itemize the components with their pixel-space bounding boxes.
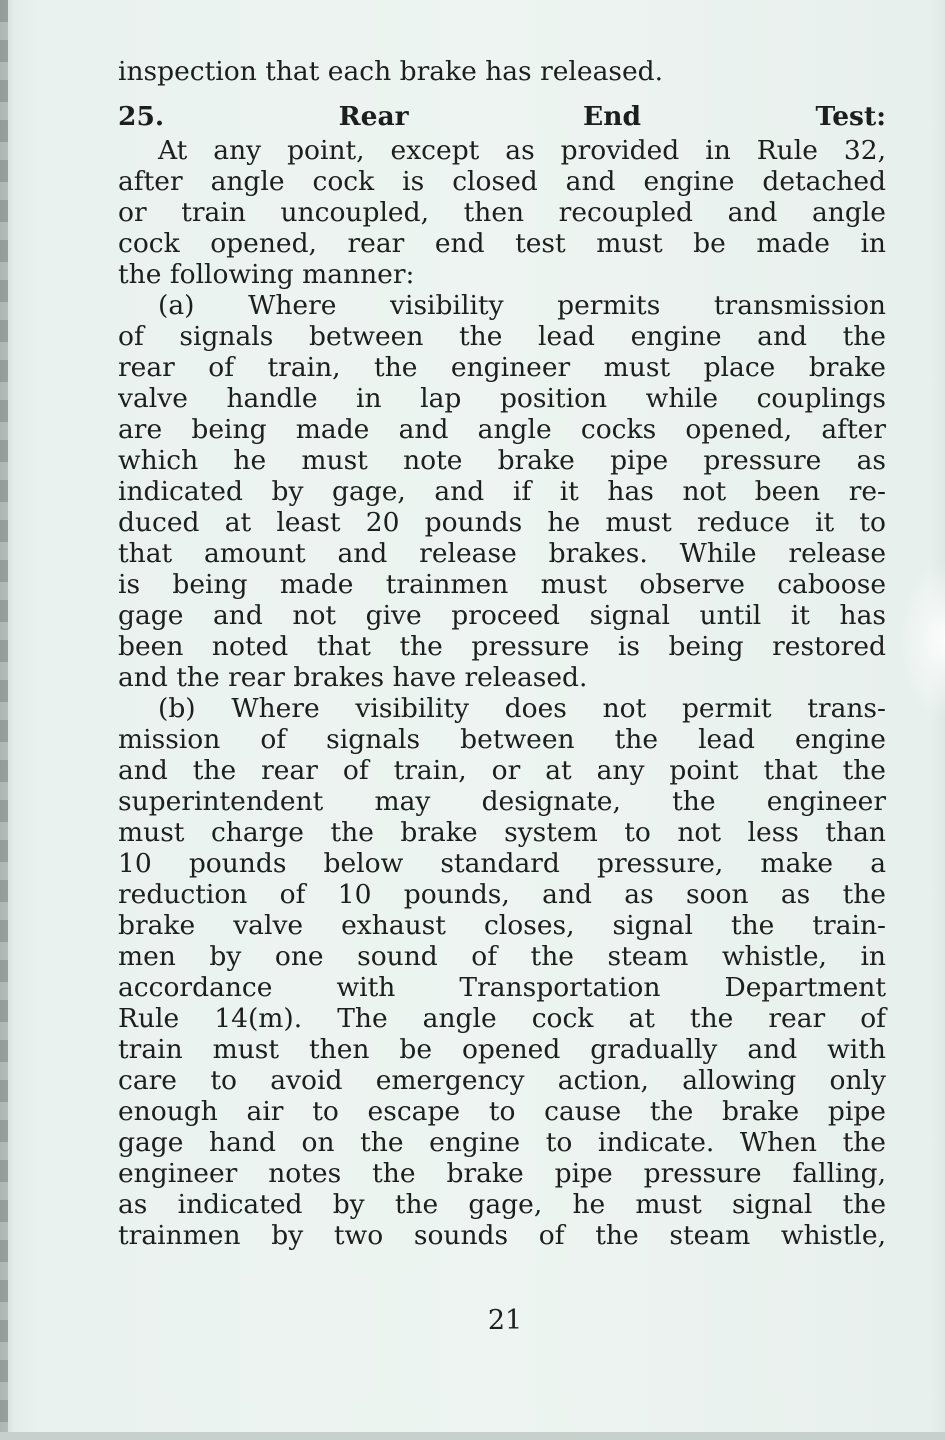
text-line: indicated by gage, and if it has not been re- xyxy=(118,476,886,507)
text-line: engineer notes the brake pipe pressure falling, xyxy=(118,1158,886,1189)
text-line: Rule 14(m). The angle cock at the rear of xyxy=(118,1003,886,1034)
text-line: of signals between the lead engine and the xyxy=(118,321,886,352)
text-line: the following manner: xyxy=(118,259,415,290)
text-line: are being made and angle cocks opened, after xyxy=(118,414,886,445)
text-line: trainmen by two sounds of the steam whistle, xyxy=(118,1220,886,1251)
text-line: gage hand on the engine to indicate. When the xyxy=(118,1127,886,1158)
page-number: 21 xyxy=(487,1305,523,1336)
text-line: men by one sound of the steam whistle, in xyxy=(118,941,886,972)
text-line: must charge the brake system to not less than xyxy=(118,817,886,848)
text-line: or train uncoupled, then recoupled and angle xyxy=(118,197,886,228)
intro-line: inspection that each brake has released. xyxy=(118,56,664,87)
text-line: train must then be opened gradually and with xyxy=(118,1034,886,1065)
paragraph-a xyxy=(118,290,886,693)
section-heading: 25. Rear End Test: xyxy=(118,101,886,132)
page-binding-edge xyxy=(0,0,8,1440)
text-line: after angle cock is closed and engine detached xyxy=(118,166,886,197)
text-line: that amount and release brakes. While release xyxy=(118,538,886,569)
page-edge-glare xyxy=(900,560,945,720)
text-line: been noted that the pressure is being restored xyxy=(118,631,886,662)
text-line: brake valve exhaust closes, signal the train- xyxy=(118,910,886,941)
text-line: 10 pounds below standard pressure, make a xyxy=(118,848,886,879)
text-line: cock opened, rear end test must be made in xyxy=(118,228,886,259)
text-line: reduction of 10 pounds, and as soon as the xyxy=(118,879,886,910)
text-line: duced at least 20 pounds he must reduce it to xyxy=(118,507,886,538)
paragraph-intro xyxy=(118,135,886,290)
paragraph-b xyxy=(118,693,886,1251)
text-line: as indicated by the gage, he must signal the xyxy=(118,1189,886,1220)
text-line: enough air to escape to cause the brake pipe xyxy=(118,1096,886,1127)
text-line: rear of train, the engineer must place brake xyxy=(118,352,886,383)
page-bottom-edge xyxy=(0,1432,945,1440)
text-line: accordance with Transportation Department xyxy=(118,972,886,1003)
text-line: which he must note brake pipe pressure as xyxy=(118,445,886,476)
page-text-block xyxy=(118,56,886,1251)
text-line: gage and not give proceed signal until it has xyxy=(118,600,886,631)
text-line: superintendent may designate, the engineer xyxy=(118,786,886,817)
text-line: care to avoid emergency action, allowing only xyxy=(118,1065,886,1096)
text-line: At any point, except as provided in Rule 32, xyxy=(158,135,886,166)
text-line: and the rear brakes have released. xyxy=(118,662,588,693)
text-line: is being made trainmen must observe caboose xyxy=(118,569,886,600)
text-line: (b) Where visibility does not permit trans- xyxy=(158,693,886,724)
text-line: mission of signals between the lead engine xyxy=(118,724,886,755)
text-line: valve handle in lap position while couplings xyxy=(118,383,886,414)
text-line: and the rear of train, or at any point that the xyxy=(118,755,886,786)
text-line: (a) Where visibility permits transmission xyxy=(158,290,886,321)
